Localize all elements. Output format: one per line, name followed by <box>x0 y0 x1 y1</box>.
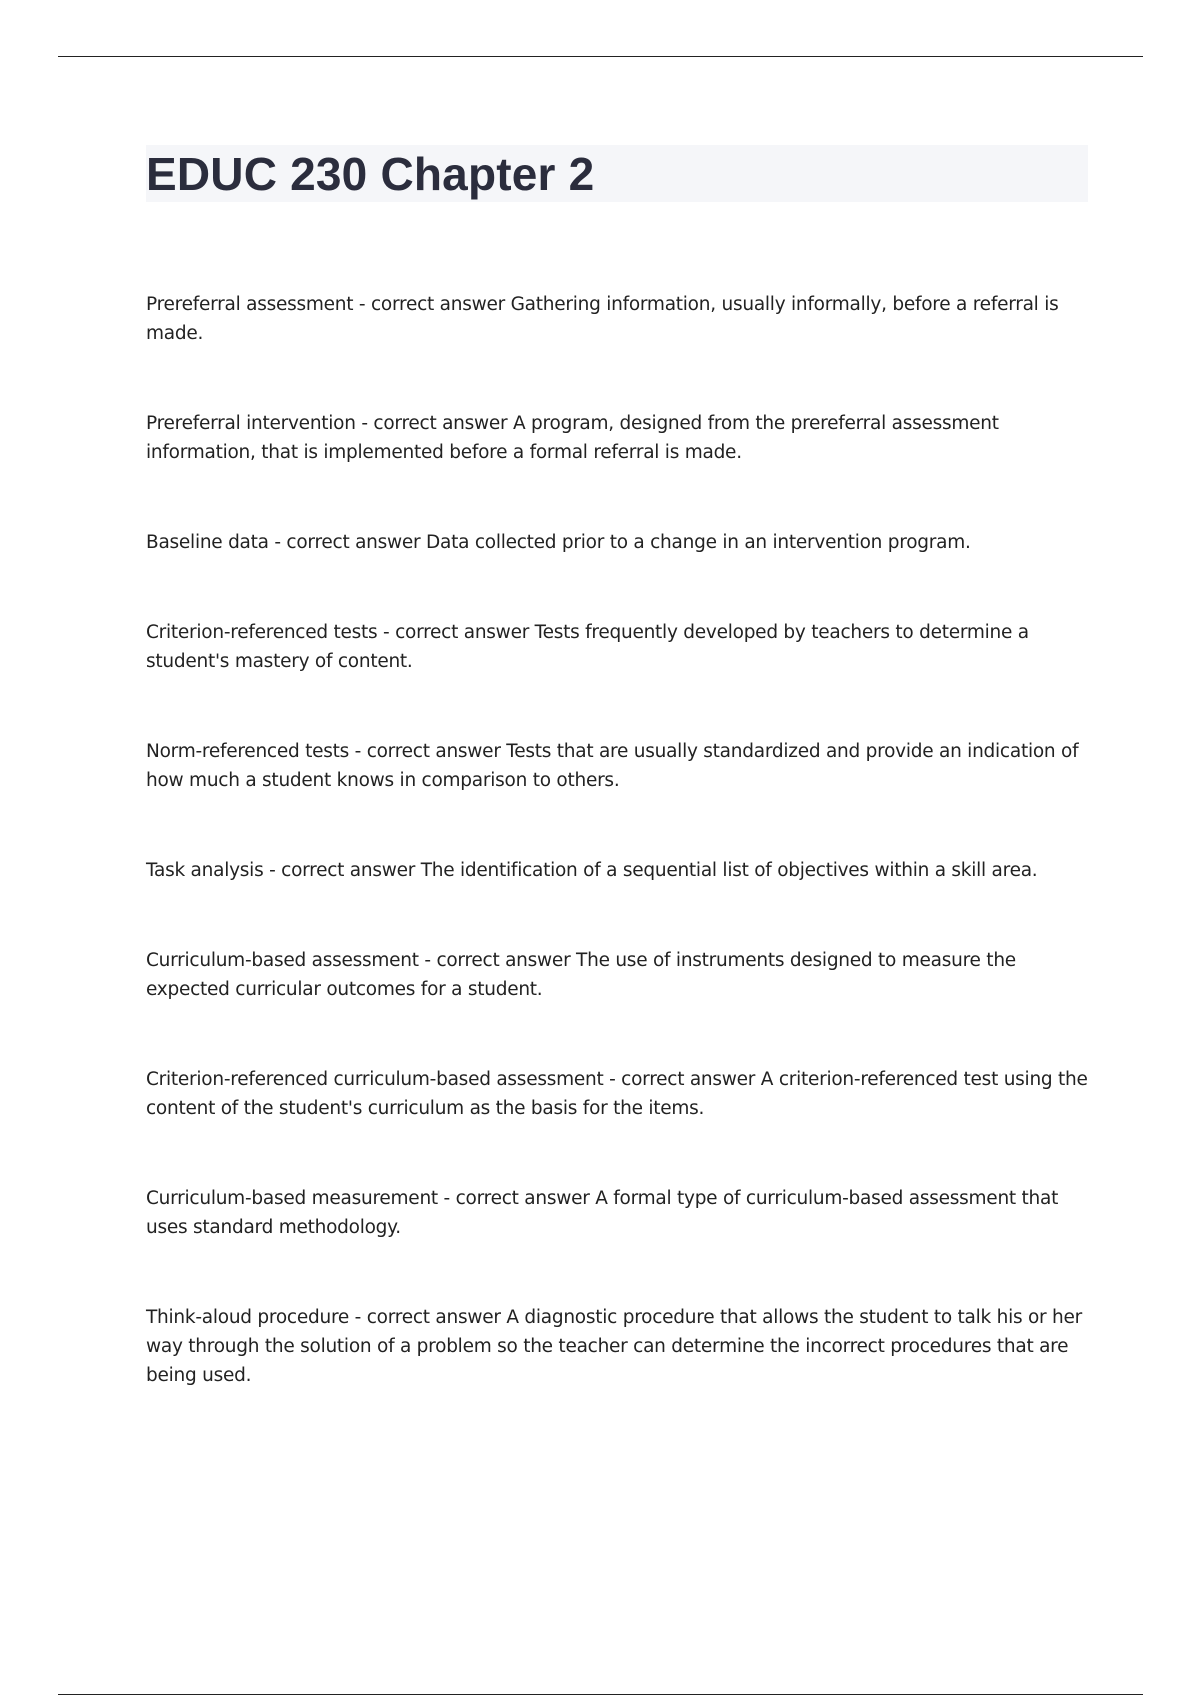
flashcard-entry: Norm-referenced tests - correct answer Tests that are usually standardized and provide an indication of how much a student knows in comparison to others. <box>146 741 1079 791</box>
flashcard-entry: Criterion-referenced tests - correct answer Tests frequently developed by teachers to determine a student's mastery of content. <box>146 622 1029 672</box>
page-title: EDUC 230 Chapter 2 <box>146 148 595 200</box>
flashcard-entry: Curriculum-based assessment - correct answer The use of instruments designed to measure the expected curricular outcomes for a student. <box>146 950 1016 1000</box>
top-divider <box>58 56 1143 57</box>
flashcard-entry: Prereferral assessment - correct answer Gathering information, usually informally, before a referral is made. <box>146 294 1059 344</box>
flashcard-entry: Curriculum-based measurement - correct answer A formal type of curriculum-based assessment that uses standard methodology. <box>146 1188 1059 1238</box>
flashcard-entry: Think-aloud procedure - correct answer A diagnostic procedure that allows the student to talk his or her way through the solution of a problem so the teacher can determine the incorrect procedures that are being used. <box>146 1307 1083 1386</box>
flashcard-entry: Task analysis - correct answer The identification of a sequential list of objectives within a skill area. <box>146 860 1038 881</box>
flashcard-entry: Prereferral intervention - correct answer A program, designed from the prereferral assessment information, that is implemented before a formal referral is made. <box>146 413 999 463</box>
bottom-divider <box>58 1694 1143 1695</box>
flashcard-entry: Baseline data - correct answer Data collected prior to a change in an intervention program. <box>146 532 971 553</box>
flashcard-entry: Criterion-referenced curriculum-based assessment - correct answer A criterion-referenced test using the content of the student's curriculum as the basis for the items. <box>146 1069 1088 1119</box>
flashcard-list <box>146 290 1088 1451</box>
